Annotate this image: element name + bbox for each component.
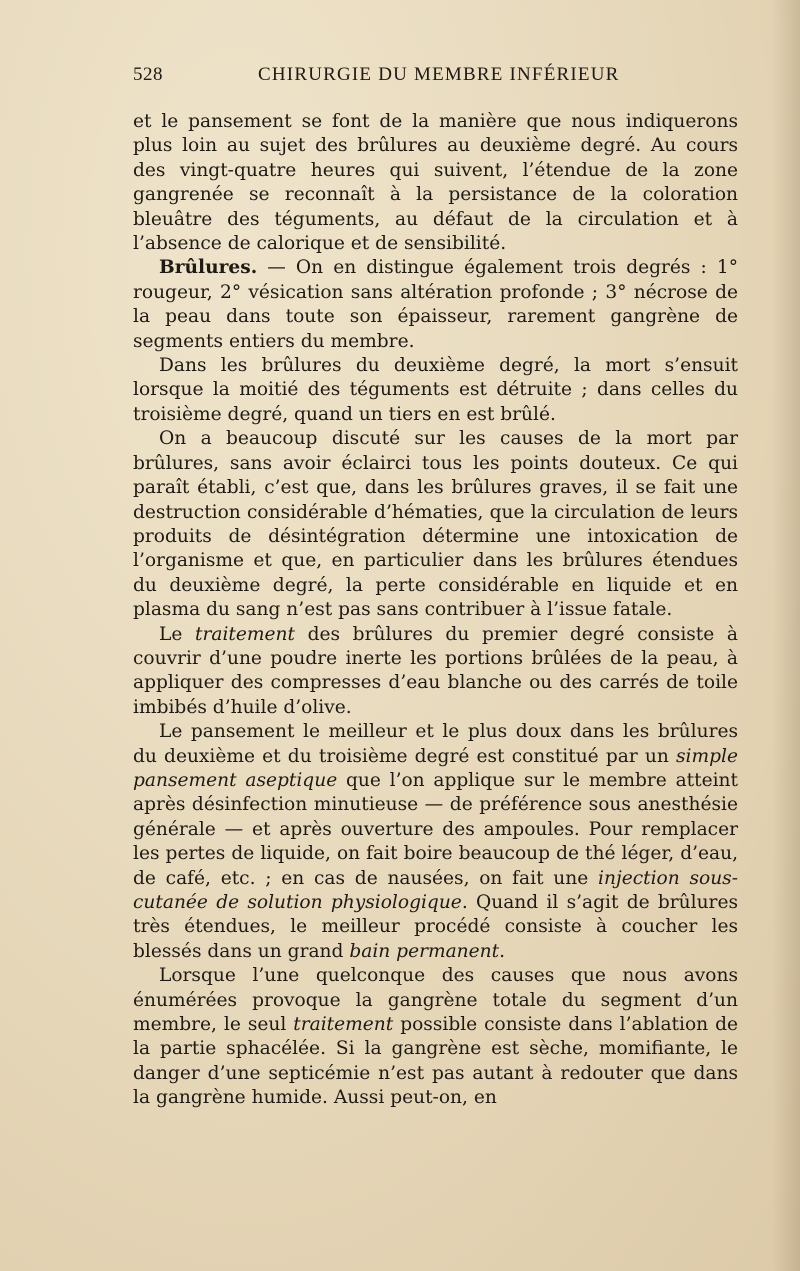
- paragraph-text: possible consiste dans l’ablation de la partie sphacélée. Si la gangrène est sèche, momifiante, le danger d’une septicémie n’est pas autant à redouter que dans la gangrène humide. Aussi peut-on, en: [133, 1014, 738, 1109]
- paragraph-text: Le: [159, 623, 195, 645]
- paragraph-continuation: [133, 110, 738, 256]
- page-edge-shadow: [772, 0, 800, 1271]
- paragraph: [133, 720, 738, 964]
- paragraph-text: Le pansement le meilleur et le plus doux dans les brûlures du deuxième et du troisième degré est constitué par un: [133, 721, 738, 767]
- paragraph: [133, 427, 738, 622]
- paragraph-text: . Quand il s’agit de brûlures très étendues, le meilleur procédé consiste à coucher les blessés dans un grand: [133, 892, 738, 962]
- section-lead: Brûlures.: [159, 257, 258, 279]
- emphasis: traitement: [195, 623, 295, 645]
- emphasis: injection sous-cutanée de solution physiologique: [133, 867, 738, 913]
- paragraph-text: que l’on applique sur le membre atteint après désinfection minutieuse — de préférence sous anesthésie générale — et après ouverture des ampoules. Pour remplacer les pertes de liquide, on fait boire beaucoup de thé léger, d’eau, de café, etc. ; en cas de nausées, on fait une: [133, 769, 738, 889]
- running-title: CHIRURGIE DU MEMBRE INFÉRIEUR: [258, 64, 620, 85]
- paragraph-text: — On en distingue également trois degrés : 1° rougeur, 2° vésication sans altération profonde ; 3° nécrose de la peau dans toute son épaisseur, rarement gangrène de segments entiers du membre.: [133, 257, 738, 352]
- emphasis: bain permanent: [349, 940, 500, 962]
- paragraph: [133, 964, 738, 1110]
- paragraph: [133, 623, 738, 721]
- emphasis: traitement: [293, 1014, 394, 1036]
- paragraph-text: Lorsque l’une quelconque des causes que nous avons énumérées provoque la gangrène totale du segment d’un membre, le seul: [133, 965, 738, 1036]
- emphasis: simple pansement aseptique: [133, 745, 738, 791]
- paragraph-text: Dans les brûlures du deuxième degré, la mort s’ensuit lorsque la moitié des téguments est détruite ; dans celles du troisième degré, quand un tiers en est brûlé.: [133, 355, 738, 425]
- paragraph: [133, 354, 738, 427]
- paragraph-text: .: [499, 940, 506, 962]
- paragraph-text: des brûlures du premier degré consiste à couvrir d’une poudre inerte les portions brûlées de la peau, à appliquer des compresses d’eau blanche ou des carrés de toile imbibés d’huile d’olive.: [133, 623, 739, 718]
- page-number: 528: [133, 64, 163, 85]
- paragraph-text: On a beaucoup discuté sur les causes de la mort par brûlures, sans avoir éclairci tous les points douteux. Ce qui paraît établi, c’est que, dans les brûlures graves, il se fait une destruction considérable d’hématies, que la circulation de leurs produits de désintégration détermine une intoxication de l’organisme et que, en particulier dans les brûlures étendues du deuxième degré, la perte considérable en liquide et en plasma du sang n’est pas sans contribuer à l’issue fatale.: [133, 428, 738, 621]
- paragraph-brulures: [133, 256, 738, 354]
- running-header: [133, 64, 738, 92]
- page-body: [133, 110, 738, 1111]
- paragraph-text: et le pansement se font de la manière que nous indiquerons plus loin au sujet des brûlures au deuxième degré. Au cours des vingt-quatre heures qui suivent, l’étendue de la zone gangrenée se reconnaît à la persistance de la coloration bleuâtre des téguments, au défaut de la circulation et à l’absence de calorique et de sensibilité.: [133, 111, 738, 255]
